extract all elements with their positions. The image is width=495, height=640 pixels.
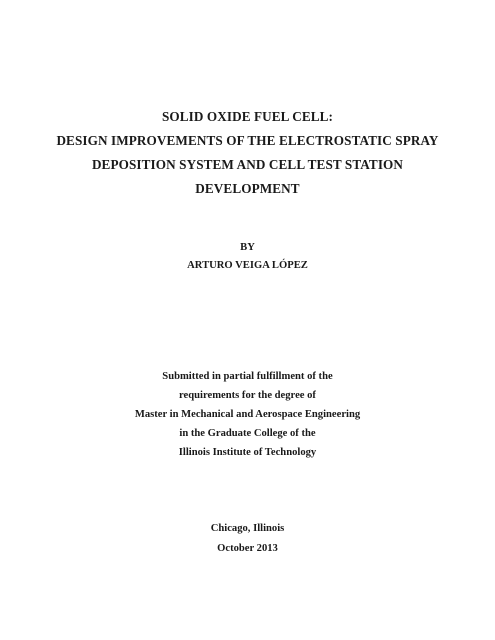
thesis-title-line: DESIGN IMPROVEMENTS OF THE ELECTROSTATIC SPRAY — [56, 133, 439, 148]
submission-line: Submitted in partial fulfillment of the — [162, 371, 333, 382]
byline — [0, 239, 495, 275]
institution-name: Illinois Institute of Technology — [178, 447, 317, 458]
place: Chicago, Illinois — [210, 523, 285, 534]
place-and-date — [0, 519, 495, 559]
author-name: ARTURO VEIGA LÓPEZ — [187, 260, 308, 271]
thesis-title-line: DEPOSITION SYSTEM AND CELL TEST STATION — [91, 157, 404, 172]
degree-name: Master in Mechanical and Aerospace Engineering — [134, 409, 361, 420]
date: October 2013 — [217, 543, 278, 554]
thesis-title-line: SOLID OXIDE FUEL CELL: — [161, 109, 334, 124]
submission-line: requirements for the degree of — [179, 390, 316, 401]
thesis-title-line: DEVELOPMENT — [195, 181, 300, 196]
by-label: BY — [240, 242, 255, 253]
submission-line: in the Graduate College of the — [179, 428, 316, 439]
submission-statement — [0, 367, 495, 462]
thesis-title — [0, 105, 495, 201]
